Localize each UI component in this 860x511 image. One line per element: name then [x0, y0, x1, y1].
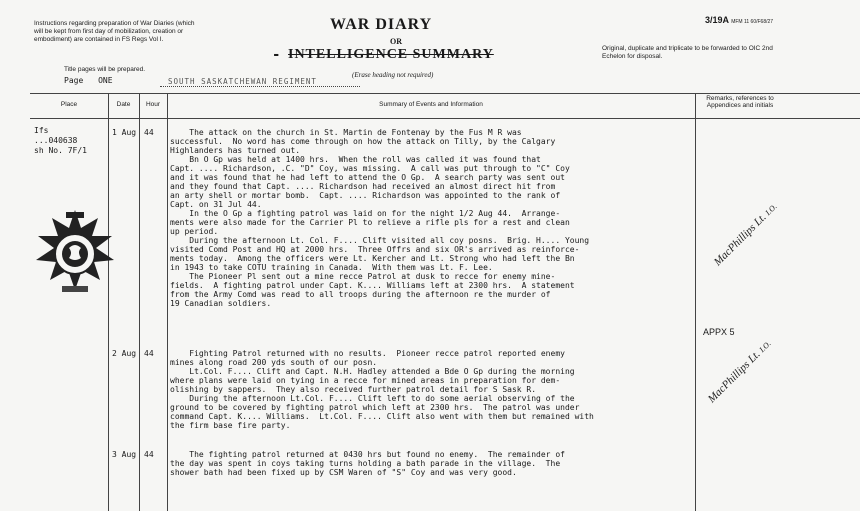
- page-value: ONE: [98, 76, 113, 85]
- original-note: Original, duplicate and triplicate to be forwarded to OIC 2nd Echelon for disposal.: [602, 45, 773, 60]
- dash-mark: -: [272, 47, 281, 63]
- entry-3-hour: 44: [144, 450, 154, 459]
- page-line: [64, 76, 113, 85]
- regimental-badge-icon: [32, 208, 118, 300]
- col-divider-summary: [695, 93, 696, 511]
- form-number: [705, 15, 773, 25]
- table-header-rule: [30, 118, 860, 119]
- place-cell: [34, 126, 87, 156]
- signature-2: [706, 338, 774, 406]
- entry-2-hour: 44: [144, 349, 154, 358]
- or-label: OR: [390, 37, 402, 46]
- entry-2-text: Fighting Patrol returned with no results. Pioneer recce patrol reported enemy mines along road 200 yds south of our posn. Lt.Col. F.... Clift and Capt. N.H. Hadley attended a Bde O Gp during the morning where plans were laid on tying in a recce for mined areas in preparation for dem- olishing by sappers. They also received further patrol detail for S Sask R. During the afternoon Lt.Col. F.... Clift left to do some aerial observing of the ground to be covered by fighting patrol which left at 2300 hrs. The patrol was under command Capt. K.... Williams. Lt.Col. F.... Clift also went with them but remained with the firm base fire party.: [170, 349, 594, 430]
- place-line-2: ...040638: [34, 136, 78, 145]
- signature-2-name: MacPhillips Lt.: [705, 348, 763, 406]
- entry-3-text: The fighting patrol returned at 0430 hrs but found no enemy. The remainder of the day was spent in coys taking turns holding a bath parade in the village. The shower bath had been fixed up by CSM Waren of "S" Coy and was very good.: [170, 450, 565, 477]
- entry-3-date: 3 Aug: [112, 450, 137, 459]
- unit-underline: [160, 86, 360, 87]
- col-header-summary: Summary of Events and Information: [379, 101, 483, 108]
- entry-1-hour: 44: [144, 128, 154, 137]
- unit-name: SOUTH SASKATCHEWAN REGIMENT: [168, 77, 317, 86]
- form-number-main: 3/19A: [705, 15, 729, 25]
- signature-1-name: MacPhillips Lt.: [711, 211, 769, 269]
- entry-1-date: 1 Aug: [112, 128, 137, 137]
- col-divider-date: [139, 93, 140, 511]
- title-pages-note: Title pages will be prepared.: [64, 66, 146, 73]
- col-divider-hour: [167, 93, 168, 511]
- appendix-ref: APPX 5: [703, 327, 735, 337]
- place-line-3: sh No. 7F/1: [34, 146, 87, 155]
- table-top-rule: [30, 93, 860, 94]
- place-line-1: Ifs: [34, 126, 49, 135]
- intelligence-summary-title: INTELLIGENCE SUMMARY: [288, 47, 494, 62]
- col-header-hour: Hour: [145, 101, 161, 108]
- col-header-remarks: Remarks, references to Appendices and initials: [706, 95, 774, 109]
- erase-note: (Erase heading not required): [352, 71, 434, 79]
- war-diary-title: WAR DIARY: [330, 16, 433, 33]
- col-header-place: Place: [60, 101, 78, 108]
- page-label: Page: [64, 76, 84, 85]
- entry-2-date: 2 Aug: [112, 349, 137, 358]
- form-number-small: MFM 11 60/F68/27: [731, 19, 774, 25]
- instructions-note: Instructions regarding preparation of War Diaries (which will be kept from first day of mobilization, creation or embodiment) are contained in FS Regs Vol I.: [34, 20, 195, 43]
- signature-2-suffix: I.O.: [757, 339, 773, 355]
- col-header-date: Date: [116, 101, 131, 108]
- entry-1-text: The attack on the church in St. Martin de Fontenay by the Fus M R was successful. No word has come through on how the attack on Tilly, by the Calgary Highlanders has turned out. Bn O Gp was held at 1400 hrs. When the roll was called it was found that Capt. .... Richardson, .C. "D" Coy, was missing. A call was put through to "C" Coy and it was found that he had left to attend the O Gp. A search party was sent out and they found that Capt. .... Richardson had received an almost direct hit from an arty shell or mortar bomb. Capt. .... Richardson was appointed to the rank of Capt. on 31 Jul 44. In the O Gp a fighting patrol was laid on for the night 1/2 Aug 44. Arrange- ments were also made for the Carrier Pl to relieve a rifle pls for a rest and clean up period. During the afternoon Lt. Col. F.... Clift visited all coy posns. Brig. H.... Young visited Comd Post and HQ at 2000 hrs. Three Offrs and six OR's arrived as reinforce- ments today. Among the officers were Lt. Kercher and Lt. Strong who had left the Bn in 1943 to take COTU training in Canada. With them was Lt. F. Lee. The Pioneer Pl sent out a mine recce Patrol at dusk to recce for enemy mine- fields. A fighting patrol under Capt. K.... Williams left at 2300 hrs. A statement from the Army Comd was read to all troops during the afternoon re the murder of 19 Canadian soldiers.: [170, 128, 590, 308]
- col-divider-place: [108, 93, 109, 511]
- signature-1-suffix: I.O.: [763, 202, 779, 218]
- signature-1: [712, 201, 780, 269]
